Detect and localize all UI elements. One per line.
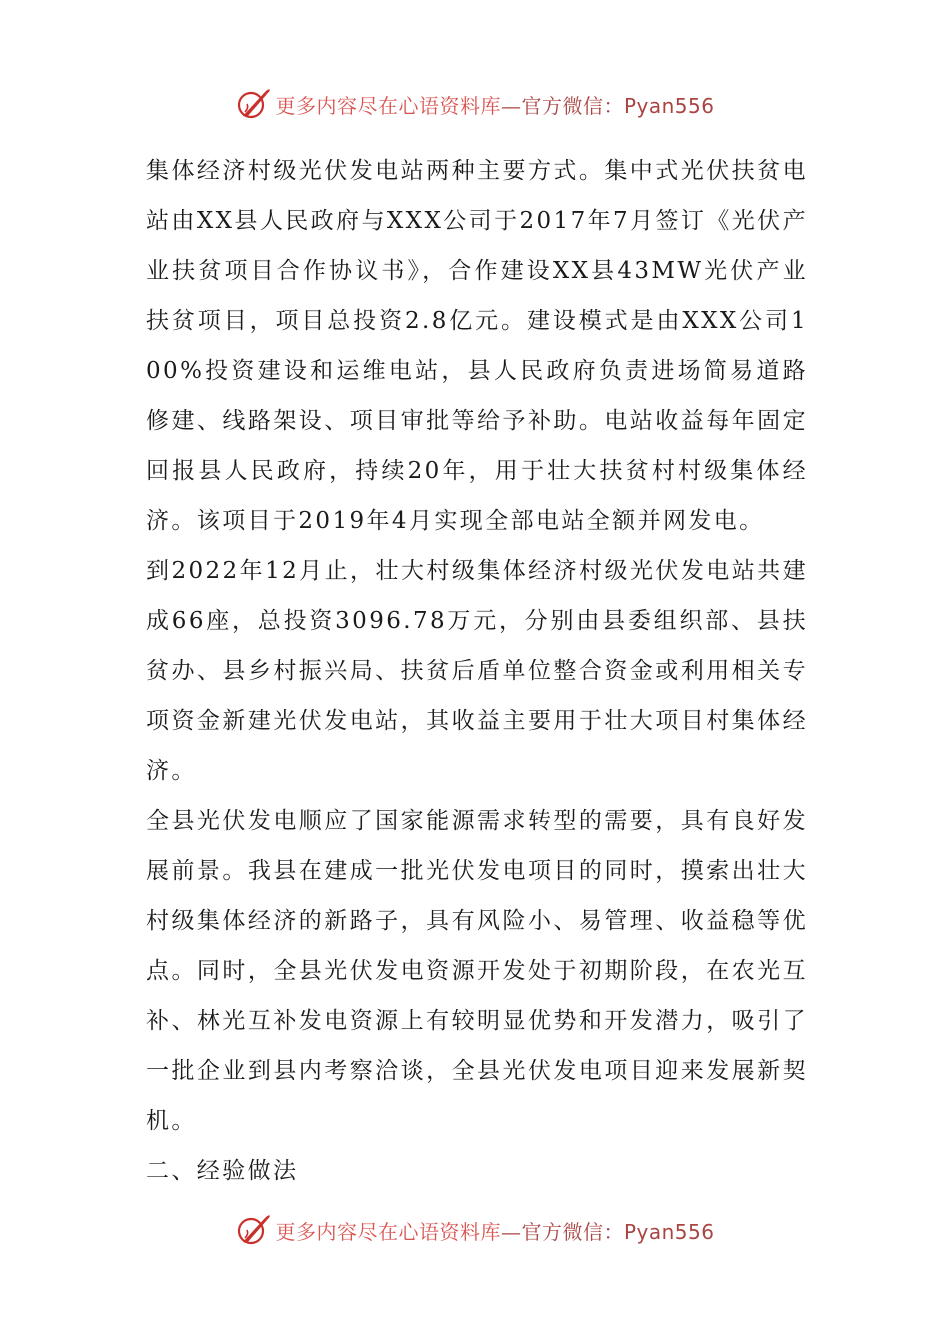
footer-watermark-banner: [0, 1210, 950, 1250]
quill-pen-seal-icon: [235, 1212, 271, 1248]
banner-brand-text: 更多内容尽在心语资料库: [275, 93, 501, 118]
banner-brand-text: 更多内容尽在心语资料库: [275, 1219, 501, 1244]
banner-contact-text: 官方微信：Pyan556: [521, 1219, 715, 1244]
paragraph-project-modes: 集体经济村级光伏发电站两种主要方式。集中式光伏扶贫电站由XX县人民政府与XXX公司于2017年7月签订《光伏产业扶贫项目合作协议书》，合作建设XX县43MW光伏产业扶贫项目，项目总投资2.8亿元。建设模式是由XXX公司100%投资建设和运维电站，县人民政府负责进场简易道路修建、线路架设、项目审批等给予补助。电站收益每年固定回报县人民政府，持续20年，用于壮大扶贫村村级集体经济。该项目于2019年4月实现全部电站全额并网发电。: [146, 158, 808, 534]
quill-pen-seal-icon: [235, 86, 271, 122]
banner-separator: —: [500, 93, 522, 118]
banner-contact-text: 官方微信：Pyan556: [521, 93, 715, 118]
header-watermark-banner: [0, 84, 950, 124]
section-heading: 二、经验做法: [146, 1158, 299, 1184]
banner-separator: —: [500, 1219, 522, 1244]
paragraph-village-stations: 到2022年12月止，壮大村级集体经济村级光伏发电站共建成66座，总投资3096.78万元，分别由县委组织部、县扶贫办、县乡村振兴局、扶贫后盾单位整合资金或利用相关专项资金新建光伏发电站，其收益主要用于壮大项目村集体经济。: [146, 558, 808, 784]
paragraph-development-prospects: 全县光伏发电顺应了国家能源需求转型的需要，具有良好发展前景。我县在建成一批光伏发电项目的同时，摸索出壮大村级集体经济的新路子，具有风险小、易管理、收益稳等优点。同时，全县光伏发电资源开发处于初期阶段，在农光互补、林光互补发电资源上有较明显优势和开发潜力，吸引了一批企业到县内考察洽谈，全县光伏发电项目迎来发展新契机。: [146, 808, 808, 1134]
document-body: [146, 146, 808, 1196]
